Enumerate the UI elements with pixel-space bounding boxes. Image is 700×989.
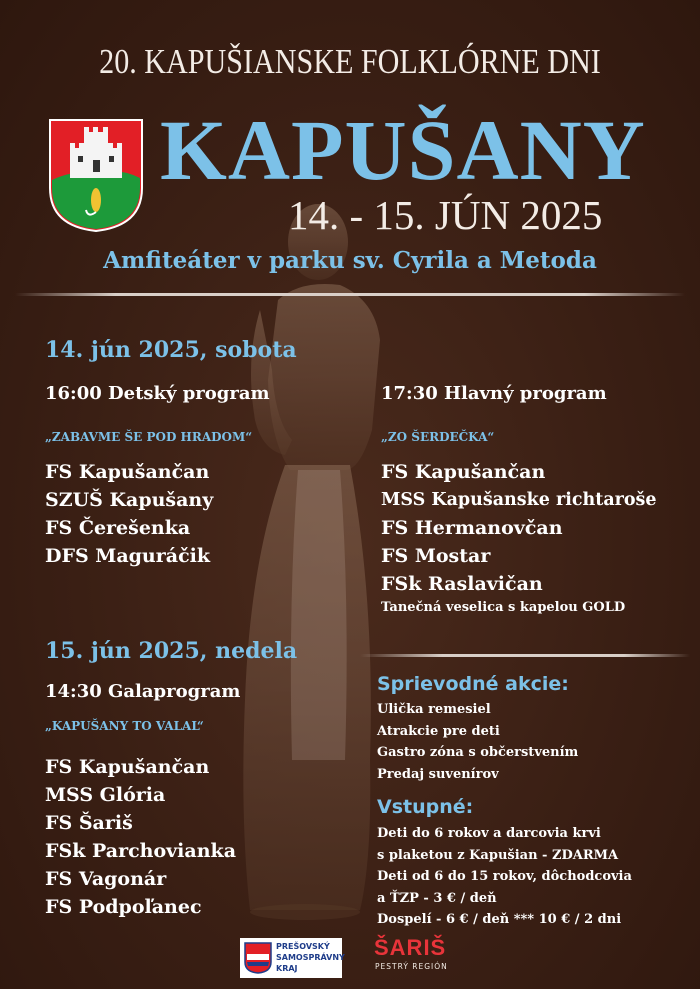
saris-logo-name: ŠARIŠ xyxy=(374,935,447,960)
admission-line: Deti do 6 rokov a darcovia krvi xyxy=(377,826,601,841)
festival-date-range: 14. - 15. JÚN 2025 xyxy=(288,192,603,238)
admission-line: a ŤZP - 3 € / deň xyxy=(377,890,497,906)
side-events-heading: Sprievodné akcie: xyxy=(377,673,569,695)
gala-program-time: 14:30 Galaprogram xyxy=(45,681,241,702)
side-event-item: Atrakcie pre deti xyxy=(377,723,500,739)
ensemble-item: SZUŠ Kapušany xyxy=(45,489,214,511)
admission-line: Dospelí - 6 € / deň *** 10 € / 2 dni xyxy=(377,912,622,927)
saris-logo-tagline: PESTRÝ REGIÓN xyxy=(375,962,448,971)
ensemble-item: FS Vagonár xyxy=(45,868,167,890)
venue-name: Amfiteáter v parku sv. Cyrila a Metoda xyxy=(103,247,597,274)
children-program-time: 16:00 Detský program xyxy=(45,383,270,404)
ensemble-item: FS Podpoľanec xyxy=(45,896,202,918)
side-events-list xyxy=(377,699,578,785)
ensemble-item: DFS Maguráčik xyxy=(45,545,211,567)
day2-heading: 15. jún 2025, nedela xyxy=(45,638,298,664)
header-divider xyxy=(15,293,685,296)
kapusany-coat-of-arms-icon xyxy=(48,118,144,233)
gala-program-motto: „KAPUŠANY TO VALAL“ xyxy=(45,719,204,733)
side-event-item: Gastro zóna s občerstvením xyxy=(377,745,579,760)
children-program-motto: „ZABAVME ŠE POD HRADOM“ xyxy=(45,430,253,444)
ensemble-item: FS Šariš xyxy=(45,812,133,834)
children-program-ensembles xyxy=(45,458,213,570)
section-divider xyxy=(360,654,690,657)
side-event-item: Predaj suvenírov xyxy=(377,766,499,782)
admission-line: Deti od 6 do 15 rokov, dôchodcovia xyxy=(377,869,632,884)
main-program-motto: „ZO ŠERDEČKA“ xyxy=(381,430,495,444)
psk-region-name: PREŠOVSKÝ SAMOSPRÁVNY KRAJ xyxy=(276,942,345,973)
psk-region-logo xyxy=(240,938,345,978)
ensemble-item: FSk Raslavičan xyxy=(381,573,543,595)
gala-program-ensembles xyxy=(45,753,236,921)
festival-edition-title: 20. KAPUŠIANSKE FOLKLÓRNE DNI xyxy=(99,42,601,81)
ensemble-item: FS Čerešenka xyxy=(45,517,191,539)
ensemble-item: FS Mostar xyxy=(381,545,491,567)
ensemble-item: FSk Parchovianka xyxy=(45,840,237,862)
ensemble-item: MSS Glória xyxy=(45,784,166,806)
main-program-time: 17:30 Hlavný program xyxy=(381,383,607,404)
psk-shield-icon xyxy=(244,942,272,974)
admission-heading: Vstupné: xyxy=(377,796,474,818)
day1-heading: 14. jún 2025, sobota xyxy=(45,337,297,363)
side-event-item: Ulička remesiel xyxy=(377,702,491,717)
main-program-ensembles xyxy=(381,458,657,598)
city-title: KAPUŠANY xyxy=(160,102,646,198)
ensemble-item: FS Kapušančan xyxy=(45,461,210,483)
ensemble-item: FS Kapušančan xyxy=(45,756,210,778)
admission-list xyxy=(377,823,632,931)
ensemble-item: FS Hermanovčan xyxy=(381,517,563,539)
admission-line: s plaketou z Kapušian - ZDARMA xyxy=(377,847,619,863)
saris-region-logo xyxy=(372,935,462,979)
ensemble-item: MSS Kapušanske richtaroše xyxy=(381,490,657,510)
dance-party-note: Tanečná veselica s kapelou GOLD xyxy=(381,600,626,615)
ensemble-item: FS Kapušančan xyxy=(381,461,546,483)
